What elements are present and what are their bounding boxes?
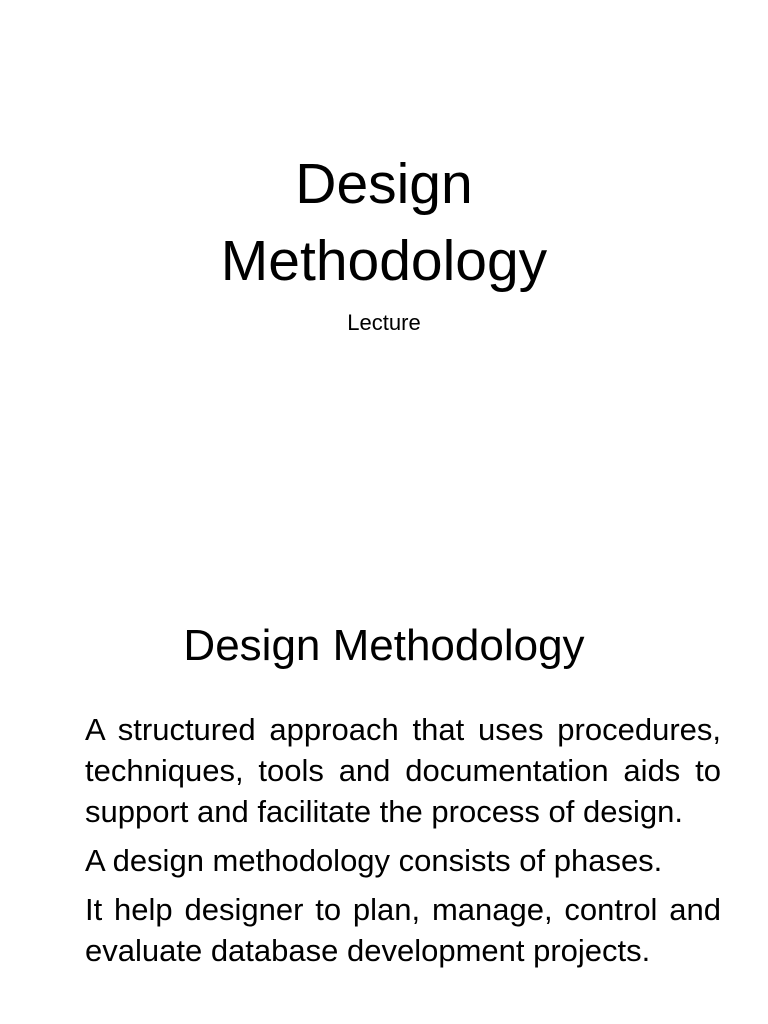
paragraph-phases: A design methodology consists of phases. — [85, 843, 663, 878]
title-line-2: Methodology — [220, 229, 548, 293]
slide-title: Design Methodology — [183, 621, 585, 670]
content-slide — [0, 588, 768, 1024]
presentation-title — [0, 146, 768, 300]
paragraph-definition: A structured approach that uses procedures, techniques, tools and documentation aids to support and facilitate the process of design. — [85, 712, 721, 829]
slide-body — [85, 709, 721, 979]
presentation-subtitle: Lecture — [347, 310, 421, 335]
title-line-1: Design — [295, 152, 473, 216]
paragraph-purpose: It help designer to plan, manage, control and evaluate database development projects. — [85, 892, 721, 968]
